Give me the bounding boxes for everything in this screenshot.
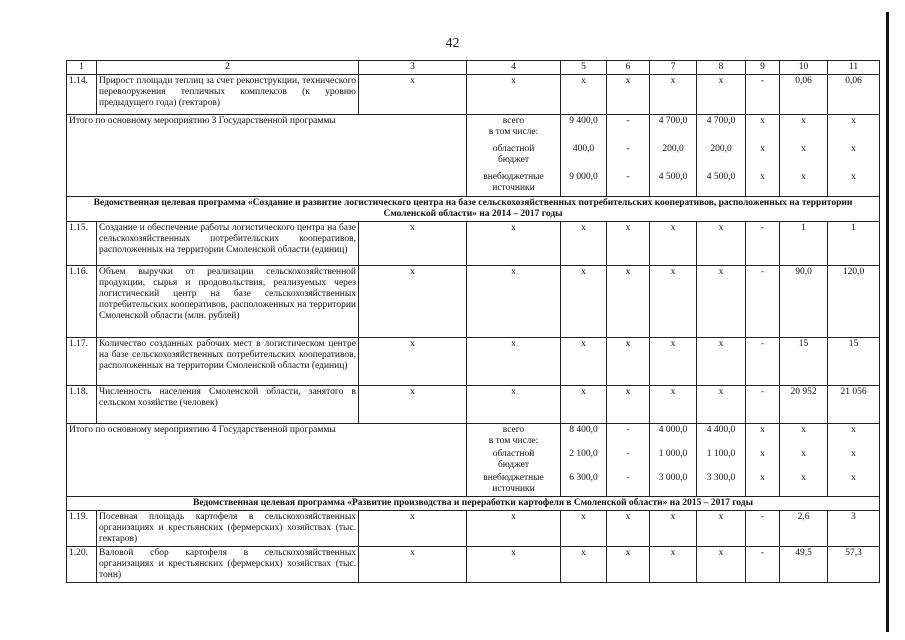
- table-row: [67, 222, 880, 266]
- column-header: 11: [828, 61, 880, 75]
- cell: 0,06: [780, 75, 828, 115]
- page-number: 42: [445, 36, 460, 51]
- amount-total: -: [626, 425, 630, 435]
- column-header: 3: [359, 61, 467, 75]
- amount-extra: 6 300,0: [569, 473, 598, 483]
- amount-regional: 200,0: [662, 144, 684, 154]
- amount-cell: [828, 424, 880, 497]
- amount-regional: х: [760, 144, 765, 154]
- row-number: 1.20.: [67, 547, 97, 583]
- cell: х: [359, 511, 467, 547]
- cell: 0,06: [828, 75, 880, 115]
- source-label: бюджет: [497, 155, 530, 165]
- row-description: Валовой сбор картофеля в сельскохозяйственных организациях и крестьянских (фермерских) хозяйствах (тыс. тонн): [97, 547, 359, 583]
- cell: х: [607, 338, 650, 386]
- cell: х: [359, 386, 467, 424]
- total-label: Итого по основному мероприятию 4 Государственной программы: [67, 424, 467, 497]
- cell: 57,3: [828, 547, 880, 583]
- cell: 120,0: [828, 266, 880, 338]
- amount-regional: 200,0: [710, 144, 732, 154]
- row-description: Прирост площади теплиц за счет реконструкции, технического перевооружения тепличных комплексов (к уровню предыдущего года) (гектаров): [97, 75, 359, 115]
- cell: 1: [828, 222, 880, 266]
- source-label: областной: [492, 144, 535, 154]
- cell: х: [561, 75, 607, 115]
- cell: х: [697, 511, 746, 547]
- row-number: 1.14.: [67, 75, 97, 115]
- column-header: 9: [746, 61, 780, 75]
- section-header-row: [67, 497, 880, 511]
- source-label: всего: [502, 425, 525, 435]
- row-number: 1.18.: [67, 386, 97, 424]
- amount-regional: х: [760, 449, 765, 459]
- amount-extra: х: [851, 473, 856, 483]
- cell: х: [359, 75, 467, 115]
- column-header: 5: [561, 61, 607, 75]
- cell: х: [359, 266, 467, 338]
- section-header-row: [67, 197, 880, 222]
- cell: х: [467, 75, 561, 115]
- amount-regional: -: [626, 449, 630, 459]
- amount-total: 4 700,0: [658, 116, 688, 126]
- cell: х: [697, 386, 746, 424]
- amount-cell: [650, 424, 697, 497]
- amount-regional: х: [851, 449, 856, 459]
- amount-total: х: [851, 116, 856, 126]
- amount-total: 9 400,0: [569, 116, 598, 126]
- amount-total: 4 400,0: [706, 425, 736, 435]
- cell: х: [697, 222, 746, 266]
- amount-cell: [650, 115, 697, 197]
- cell: -: [746, 511, 780, 547]
- row-number: 1.19.: [67, 511, 97, 547]
- cell: х: [359, 547, 467, 583]
- source-label: внебюджетные: [483, 172, 544, 182]
- amount-cell: [746, 115, 780, 197]
- cell: х: [561, 338, 607, 386]
- cell: х: [607, 75, 650, 115]
- amount-cell: [607, 424, 650, 497]
- row-description: Объем выручки от реализации сельскохозяйственной продукции, сырья и продовольствия, реализуемых через логистический центр на базе сельскохозяйственных потребительских кооперативов, расположенных на территории Смоленской области (млн. рублей): [97, 266, 359, 338]
- cell: 21 056: [828, 386, 880, 424]
- amount-regional: 1 000,0: [658, 449, 688, 459]
- source-label: в том числе:: [488, 127, 539, 137]
- column-header: 4: [467, 61, 561, 75]
- table-row: [67, 511, 880, 547]
- cell: х: [650, 75, 697, 115]
- amount-extra: -: [626, 473, 630, 483]
- amount-extra: 3 000,0: [658, 473, 688, 483]
- amount-regional: 2 100,0: [569, 449, 598, 459]
- amount-regional: х: [851, 144, 856, 154]
- cell: 2,6: [780, 511, 828, 547]
- cell: 20 952: [780, 386, 828, 424]
- cell: -: [746, 266, 780, 338]
- amount-cell: [780, 424, 828, 497]
- cell: х: [467, 338, 561, 386]
- amount-extra: -: [626, 172, 630, 182]
- amount-extra: х: [801, 473, 806, 483]
- source-label: внебюджетные: [483, 473, 544, 483]
- cell: х: [561, 222, 607, 266]
- cell: х: [697, 547, 746, 583]
- cell: х: [607, 386, 650, 424]
- cell: 15: [780, 338, 828, 386]
- cell: х: [359, 338, 467, 386]
- table-row: [67, 547, 880, 583]
- cell: х: [650, 386, 697, 424]
- cell: х: [561, 547, 607, 583]
- cell: х: [650, 547, 697, 583]
- amount-total: 8 400,0: [569, 425, 598, 435]
- amount-regional: 1 100,0: [706, 449, 736, 459]
- cell: х: [561, 511, 607, 547]
- margin-bar: [886, 12, 889, 632]
- amount-cell: [828, 115, 880, 197]
- cell: х: [697, 75, 746, 115]
- section-title: Ведомственная целевая программа «Создание и развитие логистического центра на базе сельскохозяйственных потребительских кооперативов, расположенных на территории Смоленской области» на 2014 – 2017 годы: [67, 197, 880, 222]
- amount-regional: -: [626, 144, 630, 154]
- row-description: Посевная площадь картофеля в сельскохозяйственных организациях и крестьянских (фермерских) хозяйствах (тыс. гектаров): [97, 511, 359, 547]
- amount-cell: [780, 115, 828, 197]
- amount-total: 4 000,0: [658, 425, 688, 435]
- amount-total: 4 700,0: [706, 116, 736, 126]
- cell: х: [650, 266, 697, 338]
- funding-sources: [467, 424, 561, 497]
- source-label: в том числе:: [488, 436, 539, 446]
- amount-extra: 4 500,0: [706, 172, 736, 182]
- row-description: Численность населения Смоленской области, занятого в сельском хозяйстве (человек): [97, 386, 359, 424]
- source-label: бюджет: [497, 460, 530, 470]
- cell: 49,5: [780, 547, 828, 583]
- cell: х: [561, 386, 607, 424]
- cell: х: [650, 338, 697, 386]
- amount-total: х: [801, 116, 806, 126]
- amount-extra: х: [851, 172, 856, 182]
- table-row: [67, 75, 880, 115]
- cell: -: [746, 222, 780, 266]
- table-row: [67, 386, 880, 424]
- cell: х: [650, 222, 697, 266]
- cell: х: [697, 266, 746, 338]
- cell: х: [359, 222, 467, 266]
- cell: х: [467, 386, 561, 424]
- cell: х: [561, 266, 607, 338]
- amount-cell: [607, 115, 650, 197]
- row-number: 1.15.: [67, 222, 97, 266]
- cell: х: [467, 547, 561, 583]
- row-description: Создание и обеспечение работы логистического центра на базе сельскохозяйственных потребительских кооперативов, расположенных на территории Смоленской области (единиц): [97, 222, 359, 266]
- row-description: Количество созданных рабочих мест в логистическом центре на базе сельскохозяйственных потребительских кооперативов, расположенных на территории Смоленской области (единиц): [97, 338, 359, 386]
- amount-cell: [561, 424, 607, 497]
- cell: 90,0: [780, 266, 828, 338]
- amount-extra: 9 000,0: [569, 172, 598, 182]
- cell: 1: [780, 222, 828, 266]
- column-header-row: [67, 61, 880, 75]
- source-label: источники: [492, 183, 535, 193]
- amount-total: х: [760, 425, 765, 435]
- amount-extra: 4 500,0: [658, 172, 688, 182]
- amount-cell: [697, 424, 746, 497]
- cell: х: [607, 222, 650, 266]
- amount-extra: х: [760, 172, 765, 182]
- amount-total: х: [851, 425, 856, 435]
- cell: -: [746, 338, 780, 386]
- amount-total: х: [760, 116, 765, 126]
- amount-regional: 400,0: [572, 144, 595, 154]
- cell: х: [467, 222, 561, 266]
- funding-sources: [467, 115, 561, 197]
- column-header: 1: [67, 61, 97, 75]
- source-label: всего: [502, 116, 525, 126]
- row-number: 1.17.: [67, 338, 97, 386]
- column-header: 10: [780, 61, 828, 75]
- cell: -: [746, 547, 780, 583]
- amount-extra: 3 300,0: [706, 473, 736, 483]
- total-row: [67, 115, 880, 197]
- column-header: 6: [607, 61, 650, 75]
- table-row: [67, 338, 880, 386]
- cell: х: [467, 511, 561, 547]
- amount-cell: [697, 115, 746, 197]
- program-table: [66, 60, 880, 583]
- cell: -: [746, 75, 780, 115]
- amount-cell: [561, 115, 607, 197]
- amount-extra: х: [801, 172, 806, 182]
- cell: 3: [828, 511, 880, 547]
- amount-regional: х: [801, 449, 806, 459]
- cell: х: [607, 547, 650, 583]
- cell: -: [746, 386, 780, 424]
- amount-total: х: [801, 425, 806, 435]
- column-header: 7: [650, 61, 697, 75]
- cell: х: [697, 338, 746, 386]
- amount-total: -: [626, 116, 630, 126]
- cell: 15: [828, 338, 880, 386]
- section-title: Ведомственная целевая программа «Развитие производства и переработки картофеля в Смоленской области» на 2015 – 2017 годы: [67, 497, 880, 511]
- total-label: Итого по основному мероприятию 3 Государственной программы: [67, 115, 467, 197]
- cell: х: [607, 266, 650, 338]
- row-number: 1.16.: [67, 266, 97, 338]
- amount-extra: х: [760, 473, 765, 483]
- source-label: источники: [492, 484, 535, 494]
- amount-regional: х: [801, 144, 806, 154]
- column-header: 8: [697, 61, 746, 75]
- column-header: 2: [97, 61, 359, 75]
- cell: х: [650, 511, 697, 547]
- cell: х: [607, 511, 650, 547]
- table-row: [67, 266, 880, 338]
- cell: х: [467, 266, 561, 338]
- total-row: [67, 424, 880, 497]
- amount-cell: [746, 424, 780, 497]
- source-label: областной: [492, 449, 535, 459]
